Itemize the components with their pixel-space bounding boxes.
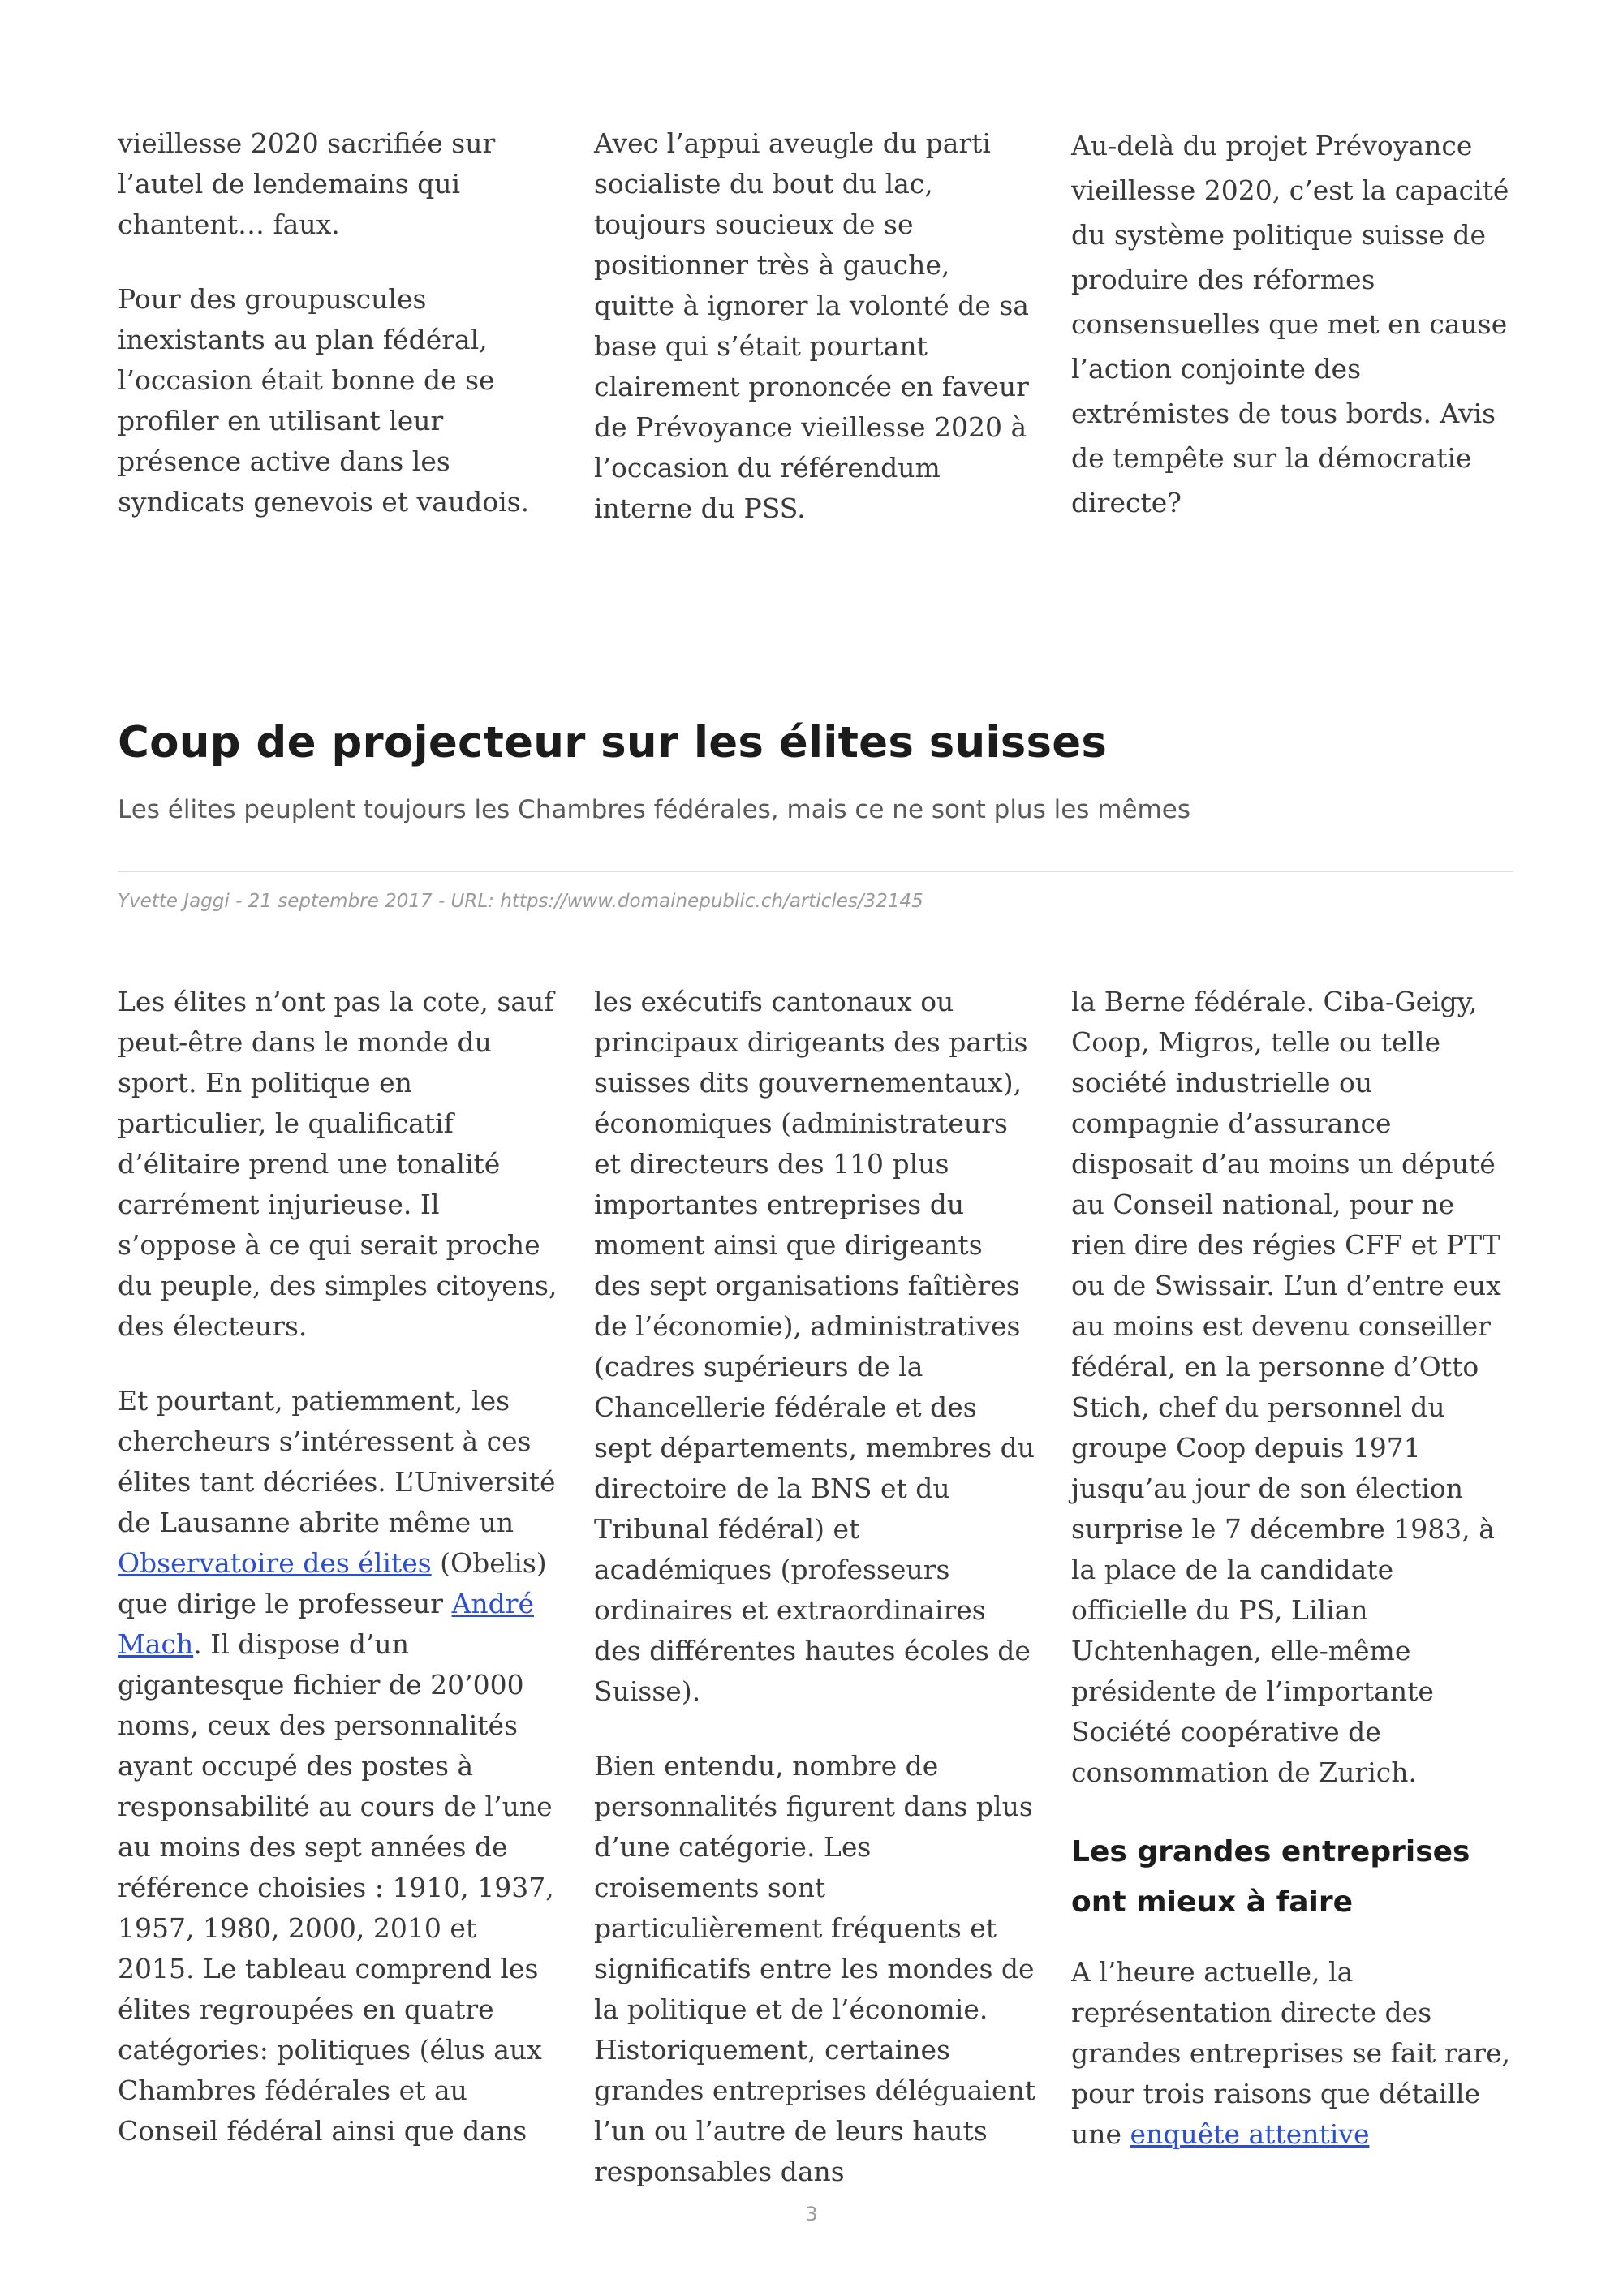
prev-column-3: [1071, 123, 1513, 559]
prev-col2-paragraph-1: Avec l’appui aveugle du parti socialiste du bout du lac, toujours soucieux de se positionner très à gauche, quitte à ignorer la volonté de sa base qui s’était pourtant clairement prononcée en faveur de Prévoyance vieillesse 2020 à l’occasion du référendum interne du PSS.: [594, 127, 1029, 524]
andre-mach-link[interactable]: André Mach: [118, 1588, 535, 1660]
col3-paragraph-2: [1071, 1952, 1513, 2155]
col3-paragraph-1: la Berne fédérale. Ciba-Geigy, Coop, Migros, telle ou telle société industrielle ou compagnie d’assurance disposait d’au moins un député au Conseil national, pour ne rien dire des régies CFF et PTT ou de Swissair. L’un d’entre eux au moins est devenu conseiller fédéral, en la personne d’Otto Stich, chef du personnel du groupe Coop depuis 1971 jusqu’au jour de son élection surprise le 7 décembre 1983, à la place de la candidate officielle du PS, Lilian Uchtenhagen, elle-même présidente de l’importante Société coopérative de consommation de Zurich.: [1071, 986, 1501, 1788]
section-heading: Les grandes entreprises ont mieux à faire: [1071, 1835, 1470, 1919]
article-title: Coup de projecteur sur les élites suisses: [118, 718, 1108, 767]
col1-paragraph-2: [118, 1381, 560, 2152]
prev-col3-paragraph-1: Au-delà du projet Prévoyance vieillesse 2020, c’est la capacité du système politique suisse de produire des réformes consensuelles que met en cause l’action conjointe des extrémistes de tous bords. Avis de tempête sur la démocratie directe?: [1071, 130, 1509, 518]
article-byline: Yvette Jaggi - 21 septembre 2017 - URL: https://www.domainepublic.ch/articles/32145: [118, 891, 923, 912]
article-column-1: [118, 982, 560, 2186]
col1-paragraph-1: Les élites n’ont pas la cote, sauf peut-être dans le monde du sport. En politique en particulier, le qualificatif d’élitaire prend une tonalité carrément injurieuse. Il s’oppose à ce qui serait proche du peuple, des simples citoyens, des électeurs.: [118, 986, 558, 1342]
article-subtitle: Les élites peuplent toujours les Chambres fédérales, mais ce ne sont plus les mêmes: [118, 795, 1190, 824]
col2-paragraph-1: les exécutifs cantonaux ou principaux dirigeants des partis suisses dits gouvernementaux), économiques (administrateurs et directeurs des 110 plus importantes entreprises du moment ainsi que dirigeants des sept organisations faîtières de l’économie), administratives (cadres supérieurs de la Chancellerie fédérale et des sept départements, membres du directoire de la BNS et du Tribunal fédéral) et académiques (professeurs ordinaires et extraordinaires des différentes hautes écoles de Suisse).: [594, 986, 1035, 1707]
header-divider: [118, 871, 1513, 872]
prev-col1-paragraph-2: Pour des groupuscules inexistants au plan fédéral, l’occasion était bonne de se profiler en utilisant leur présence active dans les syndicats genevois et vaudois.: [118, 283, 530, 518]
article-column-2: [594, 982, 1036, 2226]
article-column-3: [1071, 982, 1513, 2189]
col1-paragraph-2-text-c: . Il dispose d’un gigantesque fichier de 20’000 noms, ceux des personnalités ayant occupé des postes à responsabilité au cours de l’une au moins des sept années de référence choisies : 1910, 1937, 1957, 1980, 2000, 2010 et 2015. Le tableau comprend les élites regroupées en quatre catégories: politiques (élus aux Chambres fédérales et au Conseil fédéral ainsi que dans: [118, 1628, 554, 2147]
prev-column-1: [118, 123, 560, 557]
enquete-attentive-link[interactable]: enquête attentive: [1130, 2118, 1370, 2150]
prev-column-2: [594, 123, 1036, 563]
col3-paragraph-2-text: A l’heure actuelle, la représentation directe des grandes entreprises se fait rare, pour trois raisons que détaille une: [1071, 1956, 1510, 2150]
page-number: 3: [805, 2203, 818, 2225]
col2-paragraph-2: Bien entendu, nombre de personnalités figurent dans plus d’une catégorie. Les croisements sont particulièrement fréquents et significatifs entre les mondes de la politique et de l’économie. Historiquement, certaines grandes entreprises déléguaient l’un ou l’autre de leurs hauts responsables dans: [594, 1750, 1035, 2187]
prev-col1-paragraph-1: vieillesse 2020 sacrifiée sur l’autel de lendemains qui chantent… faux.: [118, 127, 496, 240]
col1-paragraph-2-text-a: Et pourtant, patiemment, les chercheurs s’intéressent à ces élites tant décriées. L’Université de Lausanne abrite même un: [118, 1385, 556, 1538]
col1-paragraph-2-text-b: (Obelis) que dirige le professeur: [118, 1547, 547, 1619]
observatoire-des-elites-link[interactable]: Observatoire des élites: [118, 1547, 432, 1579]
